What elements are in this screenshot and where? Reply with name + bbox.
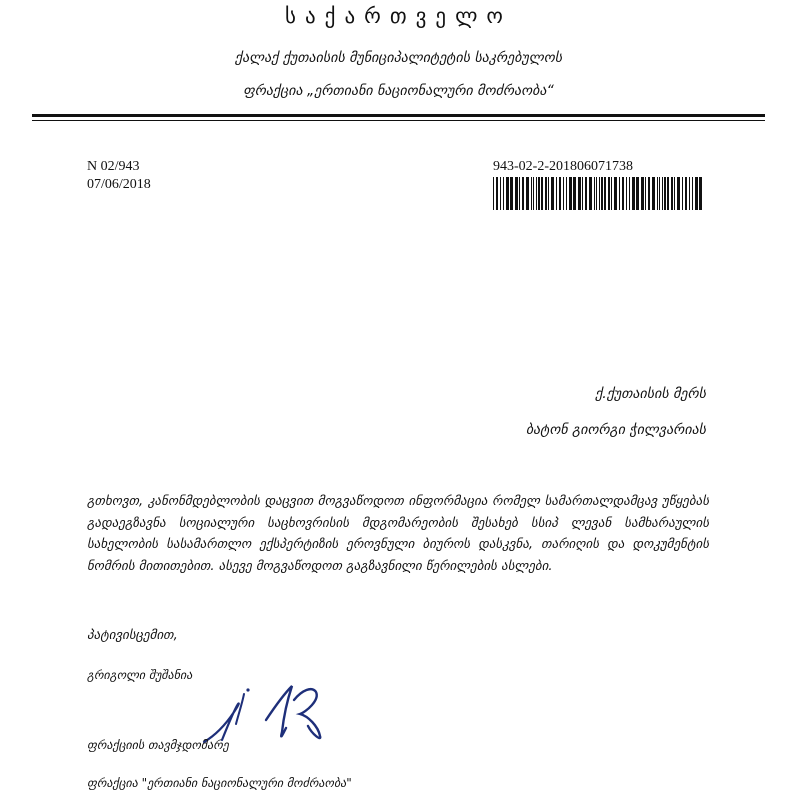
council-heading: ქალაქ ქუთაისის მუნიციპალიტეტის საკრებულოს [234, 50, 563, 66]
barcode-icon [493, 177, 702, 210]
document-number: N 02/943 [87, 159, 140, 174]
header-divider-thin [32, 120, 765, 121]
recipient-title: ქ.ქუთაისის მერს [595, 386, 706, 402]
faction-heading: ფრაქცია „ერთიანი ნაციონალური მოძრაობა“ [243, 83, 554, 99]
document-date: 07/06/2018 [87, 177, 151, 192]
signer-name: გრიგოლი შუშანია [87, 668, 193, 682]
barcode-number: 943-02-2-201806071738 [493, 159, 633, 174]
closing-salutation: პატივისცემით, [87, 628, 178, 643]
country-heading: საქართველო [285, 4, 512, 28]
signer-faction: ფრაქცია "ერთიანი ნაციონალური მოძრაობა" [87, 776, 352, 790]
header-divider-thick [32, 114, 765, 117]
signer-position: ფრაქციის თავმჯდომარე [87, 738, 229, 752]
letter-body: გთხოვთ, კანონმდებლობის დაცვით მოგვაწოდოთ ინფორმაცია რომელ სამართალდამცავ უწყებას გადაეგზავნა სოციალური საცხოვრისის მდგომარეობის შესახებ სსიპ ლევან სამხარაულის სახელობის სასამართლო ექსპერტიზის ეროვნული ბიუროს დასკვნა, თარიღის და დოკუმენტის ნომრის მითითებით. ასევე მოგვაწოდოთ გაგზავნილი წერილების ასლები. [87, 494, 709, 574]
recipient-name: ბატონ გიორგი ჭილვარიას [525, 422, 706, 438]
